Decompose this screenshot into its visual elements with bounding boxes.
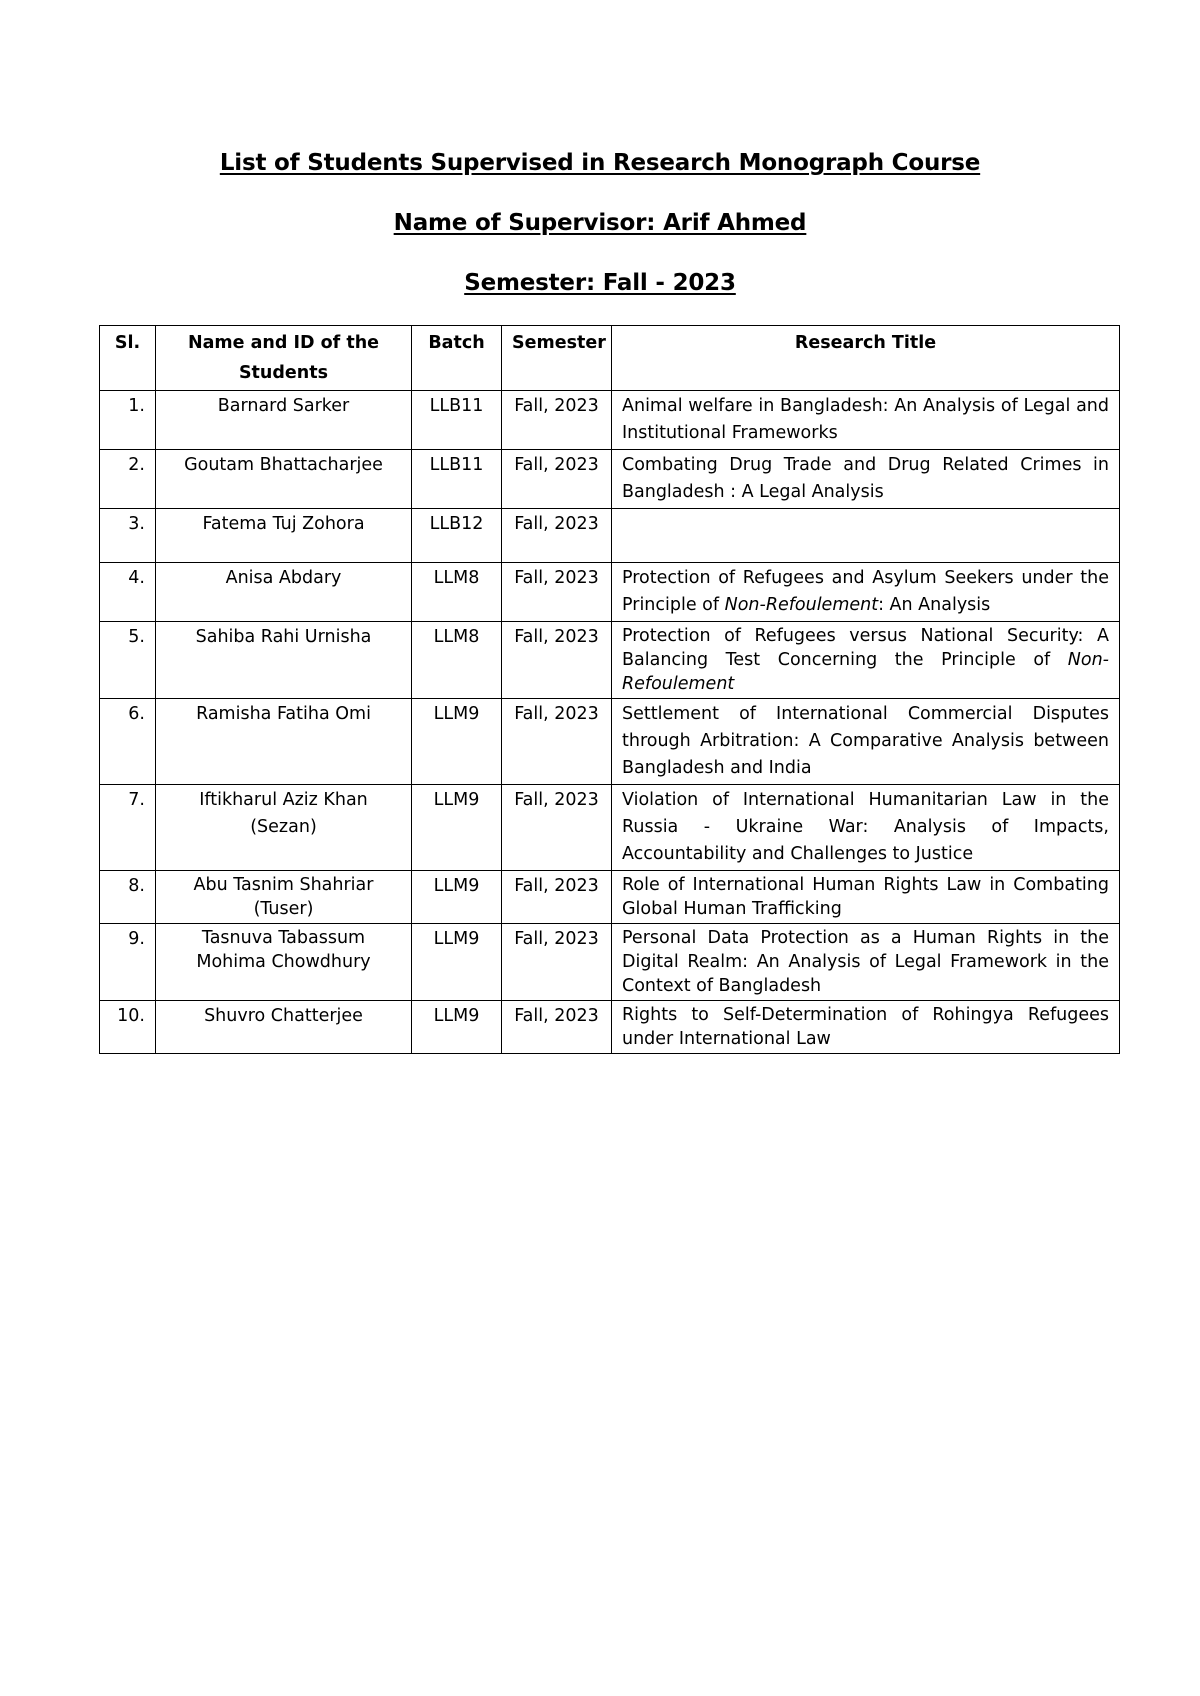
table-row bbox=[100, 509, 1120, 563]
cell-sl: 4. bbox=[100, 563, 156, 622]
column-header-semester: Semester bbox=[502, 326, 612, 391]
cell-sl: 8. bbox=[100, 871, 156, 924]
table-row bbox=[100, 1001, 1120, 1054]
cell-sl: 2. bbox=[100, 450, 156, 509]
cell-batch: LLM8 bbox=[412, 622, 502, 699]
cell-research-title: Animal welfare in Bangladesh: An Analysis of Legal and Institutional Frameworks bbox=[612, 391, 1120, 450]
cell-semester: Fall, 2023 bbox=[502, 509, 612, 563]
table-row bbox=[100, 871, 1120, 924]
semester-heading: Semester: Fall - 2023 bbox=[464, 270, 736, 296]
table-header-row bbox=[100, 326, 1120, 391]
cell-sl: 7. bbox=[100, 785, 156, 871]
cell-research-title: Role of International Human Rights Law in Combating Global Human Trafficking bbox=[612, 871, 1120, 924]
cell-batch: LLM9 bbox=[412, 924, 502, 1001]
cell-research-title: Personal Data Protection as a Human Rights in the Digital Realm: An Analysis of Legal Framework in the Context of Bangladesh bbox=[612, 924, 1120, 1001]
cell-name: Anisa Abdary bbox=[156, 563, 412, 622]
table-row bbox=[100, 699, 1120, 785]
cell-research-title: Violation of International Humanitarian Law in the Russia - Ukraine War: Analysis of Impacts, Accountability and Challenges to Justice bbox=[612, 785, 1120, 871]
column-header-name: Name and ID of the Students bbox=[156, 326, 412, 391]
cell-research-title: Settlement of International Commercial Disputes through Arbitration: A Comparative Analysis between Bangladesh and India bbox=[612, 699, 1120, 785]
cell-batch: LLM9 bbox=[412, 1001, 502, 1054]
cell-batch: LLB11 bbox=[412, 450, 502, 509]
cell-name: Abu Tasnim Shahriar (Tuser) bbox=[156, 871, 412, 924]
cell-batch: LLM9 bbox=[412, 699, 502, 785]
cell-name: Goutam Bhattacharjee bbox=[156, 450, 412, 509]
title-text: Protection of Refugees versus National Security: A Balancing Test Concerning the Principle of bbox=[622, 626, 1109, 670]
cell-sl: 5. bbox=[100, 622, 156, 699]
cell-sl: 9. bbox=[100, 924, 156, 1001]
cell-sl: 1. bbox=[100, 391, 156, 450]
cell-research-title bbox=[612, 509, 1120, 563]
column-header-sl: Sl. bbox=[100, 326, 156, 391]
cell-research-title bbox=[612, 563, 1120, 622]
cell-semester: Fall, 2023 bbox=[502, 871, 612, 924]
cell-semester: Fall, 2023 bbox=[502, 785, 612, 871]
cell-semester: Fall, 2023 bbox=[502, 391, 612, 450]
column-header-batch: Batch bbox=[412, 326, 502, 391]
cell-name: Sahiba Rahi Urnisha bbox=[156, 622, 412, 699]
cell-research-title bbox=[612, 622, 1120, 699]
table-row bbox=[100, 563, 1120, 622]
table-row bbox=[100, 924, 1120, 1001]
table-row bbox=[100, 391, 1120, 450]
cell-batch: LLM8 bbox=[412, 563, 502, 622]
students-table bbox=[99, 325, 1120, 1054]
cell-semester: Fall, 2023 bbox=[502, 450, 612, 509]
cell-research-title: Rights to Self-Determination of Rohingya Refugees under International Law bbox=[612, 1001, 1120, 1054]
cell-semester: Fall, 2023 bbox=[502, 563, 612, 622]
cell-batch: LLM9 bbox=[412, 785, 502, 871]
cell-sl: 10. bbox=[100, 1001, 156, 1054]
table-row bbox=[100, 785, 1120, 871]
cell-name: Shuvro Chatterjee bbox=[156, 1001, 412, 1054]
cell-name: Ramisha Fatiha Omi bbox=[156, 699, 412, 785]
cell-batch: LLB11 bbox=[412, 391, 502, 450]
cell-sl: 6. bbox=[100, 699, 156, 785]
cell-name: Iftikharul Aziz Khan (Sezan) bbox=[156, 785, 412, 871]
cell-batch: LLB12 bbox=[412, 509, 502, 563]
title-text: : An Analysis bbox=[878, 595, 991, 615]
cell-semester: Fall, 2023 bbox=[502, 622, 612, 699]
cell-semester: Fall, 2023 bbox=[502, 1001, 612, 1054]
document-title: List of Students Supervised in Research Monograph Course bbox=[219, 150, 981, 176]
column-header-research-title: Research Title bbox=[612, 326, 1120, 391]
cell-semester: Fall, 2023 bbox=[502, 699, 612, 785]
supervisor-heading: Name of Supervisor: Arif Ahmed bbox=[393, 210, 807, 236]
cell-semester: Fall, 2023 bbox=[502, 924, 612, 1001]
cell-name: Tasnuva Tabassum Mohima Chowdhury bbox=[156, 924, 412, 1001]
cell-sl: 3. bbox=[100, 509, 156, 563]
cell-batch: LLM9 bbox=[412, 871, 502, 924]
table-row bbox=[100, 622, 1120, 699]
title-italic-term: Non-Refoulement bbox=[724, 595, 879, 615]
title-text: Protection of Refugees and Asylum Seekers under the Principle of bbox=[622, 568, 1109, 615]
cell-research-title: Combating Drug Trade and Drug Related Crimes in Bangladesh : A Legal Analysis bbox=[612, 450, 1120, 509]
cell-name: Barnard Sarker bbox=[156, 391, 412, 450]
cell-name: Fatema Tuj Zohora bbox=[156, 509, 412, 563]
title-italic-term: Non-Refoulement bbox=[622, 650, 1109, 694]
table-row bbox=[100, 450, 1120, 509]
